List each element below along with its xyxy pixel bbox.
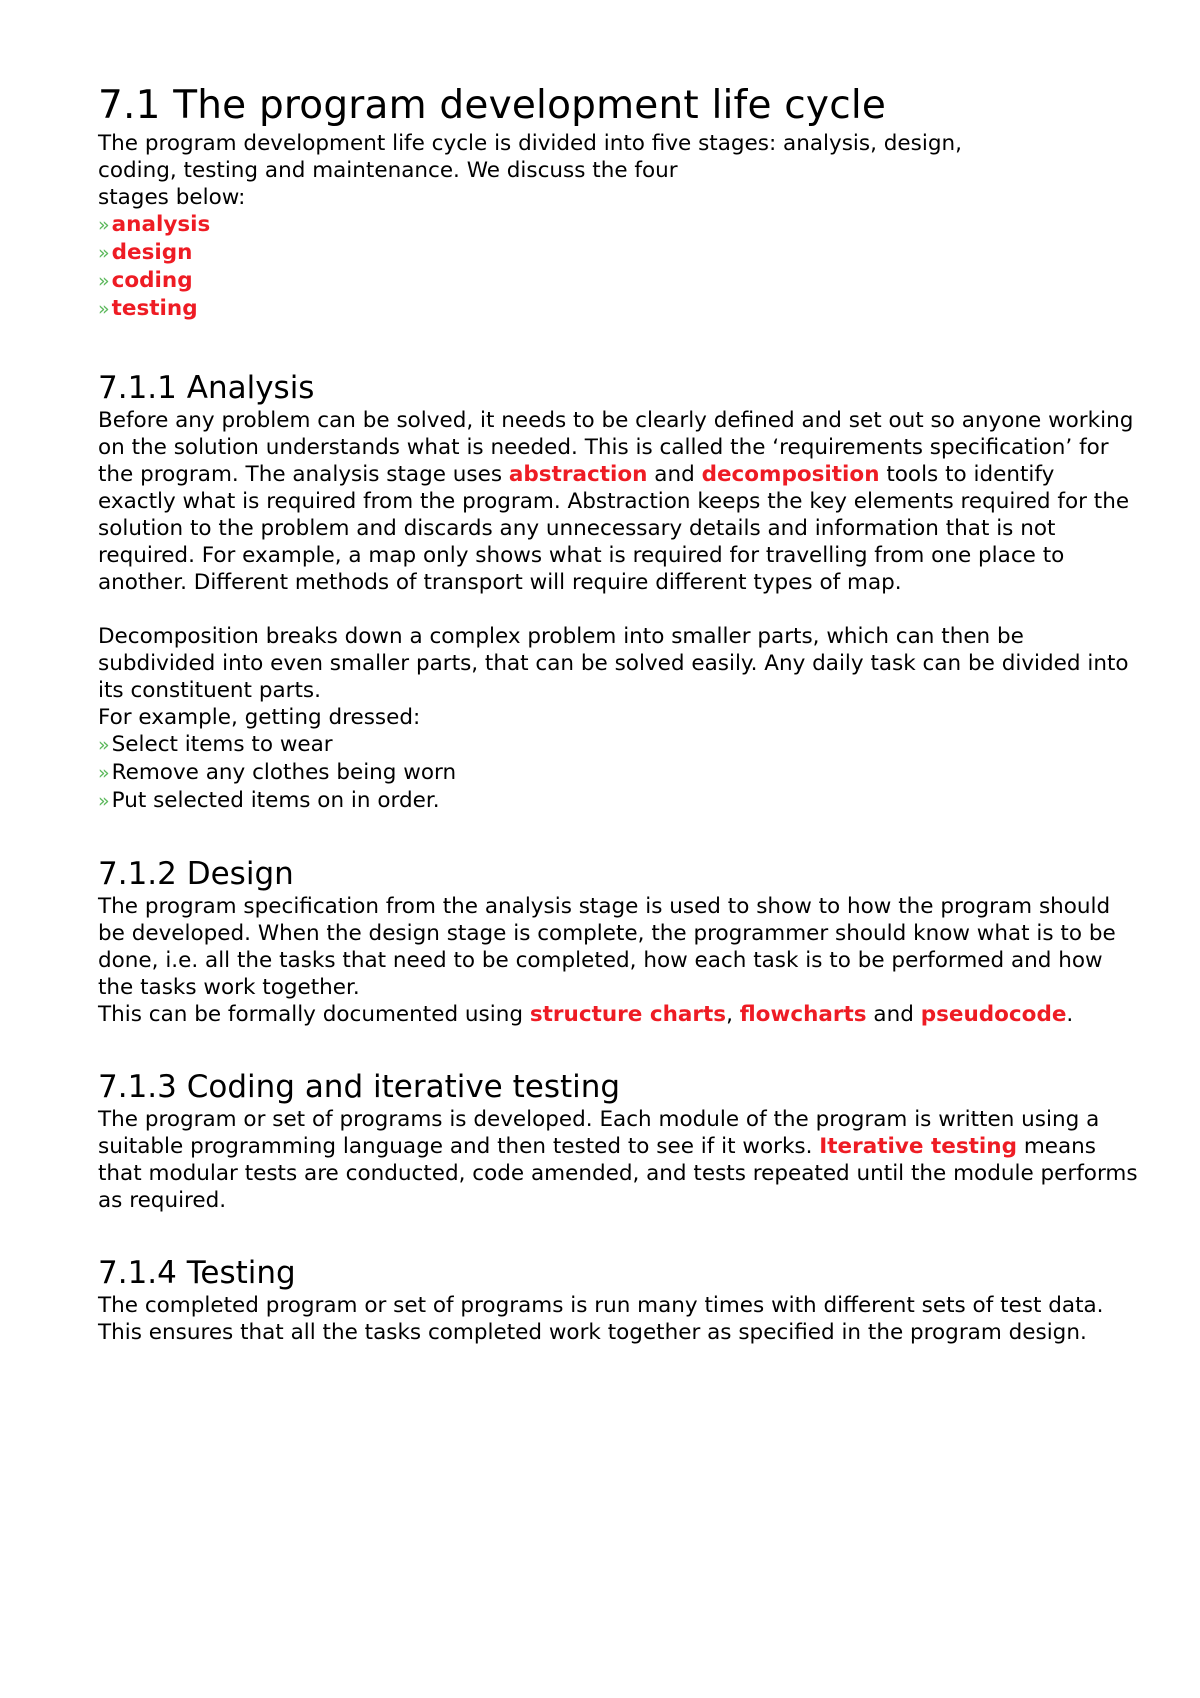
keyword-structure-charts: structure charts — [529, 1002, 727, 1027]
design-text-a: This can be formally documented using — [98, 1002, 530, 1027]
keyword-decomposition: decomposition — [701, 462, 880, 487]
design-paragraph-1: The program specification from the analysis stage is used to show to how the program should be developed. When the design stage is complete, the programmer should know what is to be done, i.e. all the tasks that need to be completed, how each task is to be performed and how the tasks work together. — [98, 894, 1116, 1000]
coding-text-b: means that modular tests are conducted, code amended, and tests repeated until the module performs as required. — [98, 1134, 1138, 1213]
list-item — [98, 211, 1138, 239]
bullet-icon: » — [98, 734, 110, 756]
analysis-section — [98, 369, 1138, 815]
design-text-d: . — [1066, 1002, 1074, 1027]
testing-heading: 7.1.4 Testing — [98, 1255, 296, 1291]
keyword-abstraction: abstraction — [508, 462, 648, 487]
analysis-paragraph-3: For example, getting dressed: — [98, 705, 421, 730]
intro-line-2: coding, testing and maintenance. We discuss the four — [98, 158, 678, 183]
dressing-steps-list — [98, 731, 1138, 815]
stage-testing: testing — [111, 296, 198, 321]
step-text: Select items to wear — [111, 732, 333, 757]
analysis-paragraph-1 — [98, 407, 1138, 596]
list-item — [98, 787, 1138, 815]
coding-section — [98, 1068, 1138, 1214]
keyword-pseudocode: pseudocode — [920, 1002, 1067, 1027]
document-page — [98, 82, 1138, 1346]
bullet-icon: » — [98, 762, 110, 784]
analysis-paragraph-2: Decomposition breaks down a complex problem into smaller parts, which can then be subdivided into even smaller parts, that can be solved easily. Any daily task can be divided into its constituent parts. — [98, 624, 1129, 703]
list-item — [98, 295, 1138, 323]
stage-design: design — [111, 240, 193, 265]
stages-list — [98, 211, 1138, 323]
intro-section — [98, 130, 1138, 323]
intro-line-1: The program development life cycle is divided into five stages: analysis, design, — [98, 131, 962, 156]
coding-paragraph-1 — [98, 1106, 1138, 1214]
list-item — [98, 239, 1138, 267]
list-item — [98, 731, 1138, 759]
design-heading: 7.1.2 Design — [98, 856, 294, 892]
design-paragraph-2 — [98, 1001, 1138, 1028]
design-section — [98, 855, 1138, 1028]
list-item — [98, 759, 1138, 787]
keyword-flowcharts: flowcharts — [739, 1002, 867, 1027]
step-text: Put selected items on in order. — [111, 788, 440, 813]
stage-coding: coding — [111, 268, 193, 293]
analysis-text-a: Before any problem can be solved, it needs to be clearly defined and set out so anyone working on the solution understands what is needed. This is called the ‘requirements specification’ for the program. The analysis stage uses — [98, 408, 1134, 487]
design-text-c: and — [866, 1002, 921, 1027]
bullet-icon: » — [98, 790, 110, 812]
bullet-icon: » — [98, 298, 110, 320]
step-text: Remove any clothes being worn — [111, 760, 457, 785]
stage-analysis: analysis — [111, 212, 211, 237]
analysis-text-c: tools to identify exactly what is required from the program. Abstraction keeps the key elements required for the solution to the problem and discards any unnecessary details and information that is not required. For example, a map only shows what is required for travelling from one place to another. Different methods of transport will require different types of map. — [98, 462, 1130, 595]
design-text-b: , — [726, 1002, 740, 1027]
analysis-heading: 7.1.1 Analysis — [98, 370, 315, 406]
list-item — [98, 267, 1138, 295]
analysis-text-b: and — [647, 462, 702, 487]
testing-paragraph-1: The completed program or set of programs is run many times with different sets of test data. This ensures that all the tasks completed work together as specified in the program design. — [98, 1293, 1104, 1345]
bullet-icon: » — [98, 242, 110, 264]
keyword-iterative-testing: Iterative testing — [819, 1134, 1017, 1159]
bullet-icon: » — [98, 214, 110, 236]
coding-text-a: The program or set of programs is developed. Each module of the program is written using a suitable programming language and then tested to see if it works. — [98, 1107, 1100, 1159]
coding-heading: 7.1.3 Coding and iterative testing — [98, 1069, 621, 1105]
testing-section — [98, 1254, 1138, 1346]
page-title: 7.1 The program development life cycle — [98, 83, 887, 128]
bullet-icon: » — [98, 270, 110, 292]
intro-line-3: stages below: — [98, 185, 246, 210]
